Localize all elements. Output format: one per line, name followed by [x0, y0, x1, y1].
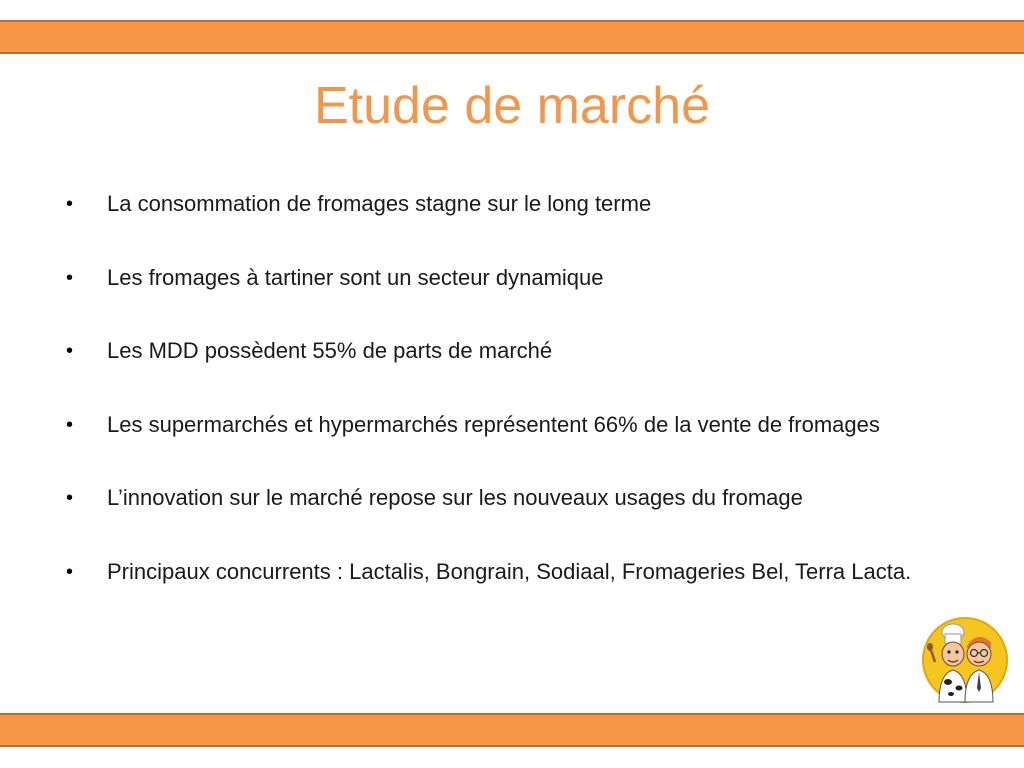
bullet-text: L’innovation sur le marché repose sur les nouveaux usages du fromage [107, 485, 803, 511]
top-accent-band [0, 20, 1024, 54]
bullet-list [0, 178, 1024, 620]
bullet-text: Principaux concurrents : Lactalis, Bongrain, Sodiaal, Fromageries Bel, Terra Lacta. [107, 558, 912, 584]
bullet-marker: • [66, 487, 74, 510]
cheese-makers-mascot-logo-icon [921, 616, 1009, 704]
bullet-text: Les fromages à tartiner sont un secteur dynamique [107, 264, 604, 290]
bullet-marker: • [66, 413, 74, 436]
bullet-item [0, 252, 1024, 326]
bullet-text: Les MDD possèdent 55% de parts de marché [107, 338, 553, 364]
slide-title: Etude de marché [313, 77, 711, 135]
bullet-item [0, 178, 1024, 252]
bullet-marker: • [66, 193, 74, 215]
bullet-marker: • [66, 340, 74, 363]
bullet-item [0, 546, 1024, 620]
bullet-item [0, 472, 1024, 546]
mascot-logo-graphic [921, 616, 1009, 704]
bullet-marker: • [66, 266, 74, 289]
bullet-item [0, 399, 1024, 473]
bottom-accent-band [0, 713, 1024, 747]
bullet-item [0, 325, 1024, 399]
bullet-text: Les supermarchés et hypermarchés représentent 66% de la vente de fromages [107, 411, 880, 437]
bullet-text: La consommation de fromages stagne sur le long terme [107, 191, 652, 216]
bullet-marker: • [66, 560, 74, 583]
